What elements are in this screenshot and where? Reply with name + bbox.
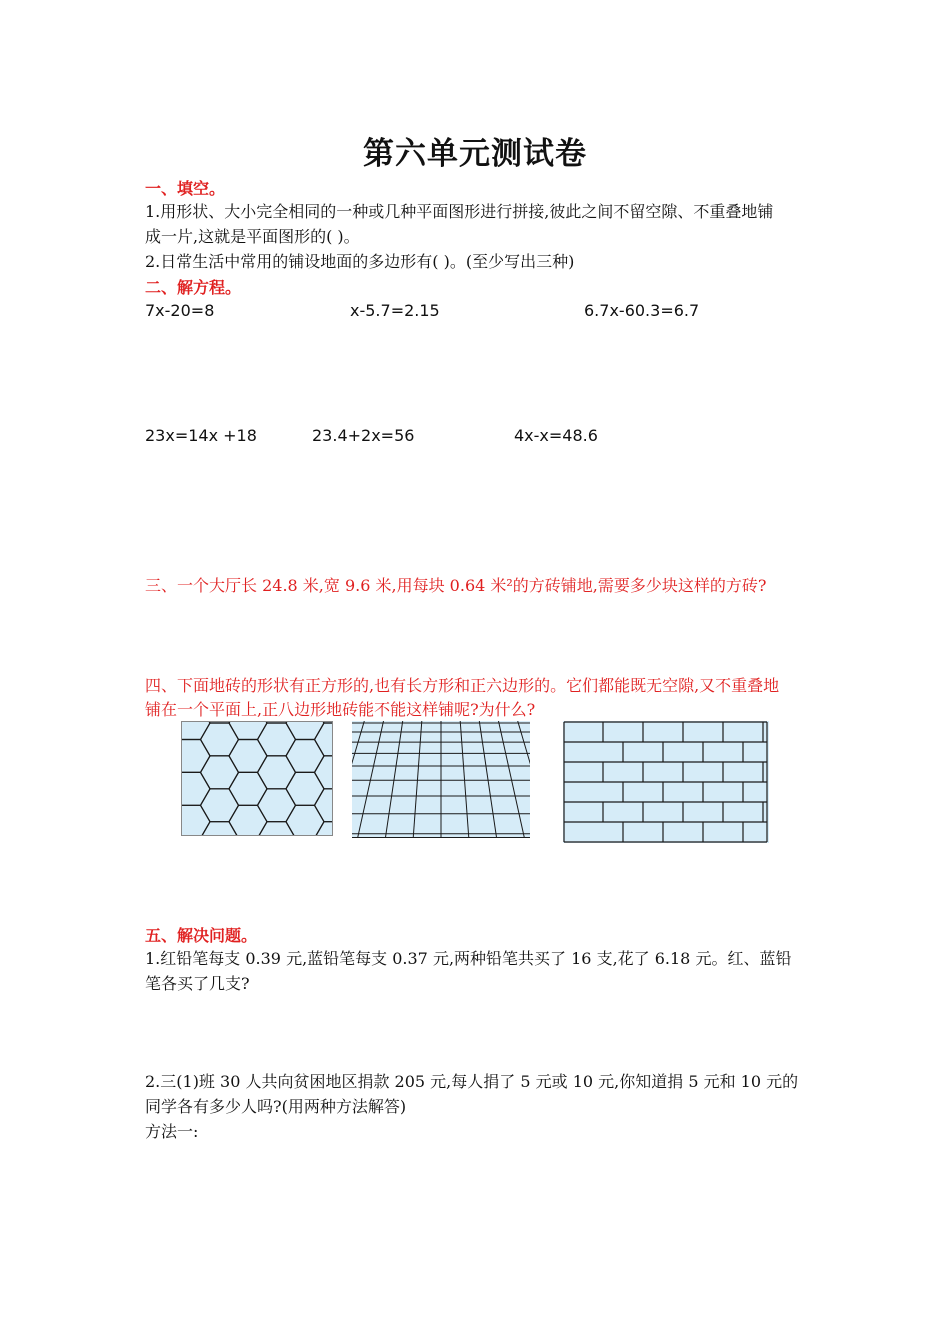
s5-q1-line2: 笔各买了几支? — [145, 974, 250, 993]
brick-tiling-image — [563, 721, 769, 843]
section2-heading: 二、解方程。 — [145, 278, 242, 297]
section3-question: 三、一个大厅长 24.8 米,宽 9.6 米,用每块 0.64 米²的方砖铺地,需要多少块这样的方砖? — [145, 576, 767, 595]
s5-q1-line1: 1.红铅笔每支 0.39 元,蓝铅笔每支 0.37 元,两种铅笔共买了 16 支,花了 6.18 元。红、蓝铅 — [145, 949, 792, 968]
s1-q1-line2: 成一片,这就是平面图形的( )。 — [145, 227, 360, 246]
section1-heading: 一、填空。 — [145, 179, 226, 198]
section4-line1: 四、下面地砖的形状有正方形的,也有长方形和正六边形的。它们都能既无空隙,又不重叠地 — [145, 676, 780, 695]
equation-6: 4x-x=48.6 — [514, 426, 598, 445]
s1-q2: 2.日常生活中常用的铺设地面的多边形有( )。(至少写出三种) — [145, 252, 575, 271]
method-one-label: 方法一: — [145, 1122, 199, 1141]
s1-q1-line1: 1.用形状、大小完全相同的一种或几种平面图形进行拼接,彼此之间不留空隙、不重叠地铺 — [145, 202, 774, 221]
equation-4: 23x=14x +18 — [145, 426, 257, 445]
equation-3: 6.7x-60.3=6.7 — [584, 301, 700, 320]
section5-heading: 五、解决问题。 — [145, 926, 258, 945]
square-tiling-image — [352, 721, 530, 838]
s5-q2-line2: 同学各有多少人吗?(用两种方法解答) — [145, 1097, 407, 1116]
section4-line2: 铺在一个平面上,正八边形地砖能不能这样铺呢?为什么? — [145, 700, 536, 719]
hexagon-tiling-image — [181, 721, 333, 836]
page-title: 第六单元测试卷 — [363, 136, 587, 172]
equation-1: 7x-20=8 — [145, 301, 215, 320]
equation-5: 23.4+2x=56 — [312, 426, 415, 445]
s5-q2-line1: 2.三(1)班 30 人共向贫困地区捐款 205 元,每人捐了 5 元或 10 元,你知道捐 5 元和 10 元的 — [145, 1072, 799, 1091]
equation-2: x-5.7=2.15 — [350, 301, 440, 320]
